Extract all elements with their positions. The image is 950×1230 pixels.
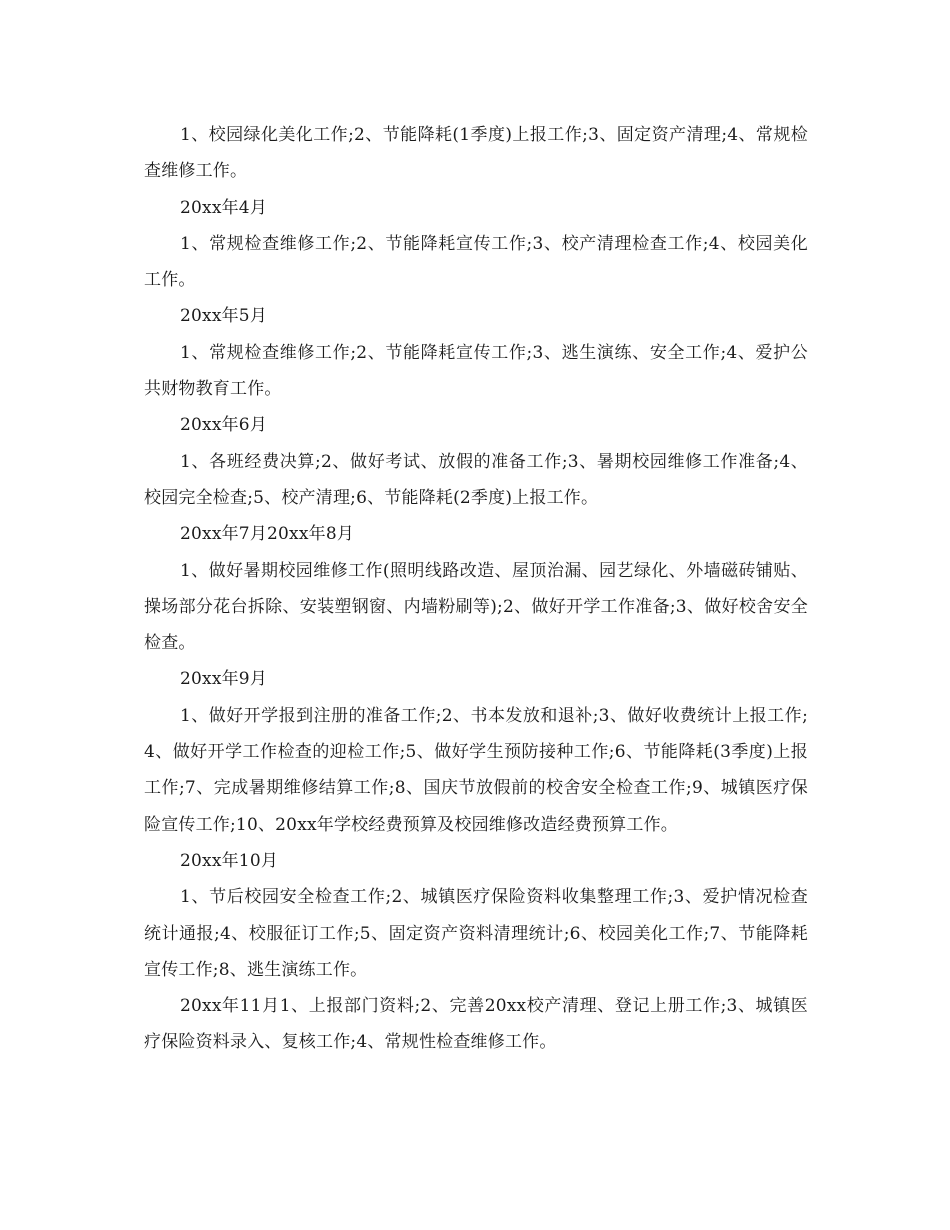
- paragraph-march-tasks: 1、校园绿化美化工作;2、节能降耗(1季度)上报工作;3、固定资产清理;4、常规检查维修工作。: [144, 125, 808, 182]
- paragraph-november-tasks: 20xx年11月1、上报部门资料;2、完善20xx校产清理、登记上册工作;3、城镇医疗保险资料录入、复核工作;4、常规性检查维修工作。: [144, 996, 808, 1053]
- heading-july-august: 20xx年7月20xx年8月: [180, 524, 355, 545]
- heading-april: 20xx年4月: [180, 197, 268, 218]
- paragraph-july-august-tasks: 1、做好暑期校园维修工作(照明线路改造、屋顶治漏、园艺绿化、外墙磁砖铺贴、操场部分花台拆除、安装塑钢窗、内墙粉刷等);2、做好开学工作准备;3、做好校舍安全检查。: [144, 560, 808, 654]
- paragraph-september-tasks: 1、做好开学报到注册的准备工作;2、书本发放和退补;3、做好收费统计上报工作;4、做好开学工作检查的迎检工作;5、做好学生预防接种工作;6、节能降耗(3季度)上报工作;7、完成暑期维修结算工作;8、国庆节放假前的校舍安全检查工作;9、城镇医疗保险宣传工作;10、20xx年学校经费预算及校园维修改造经费预算工作。: [144, 705, 808, 835]
- paragraph-june-tasks: 1、各班经费决算;2、做好考试、放假的准备工作;3、暑期校园维修工作准备;4、校园完全检查;5、校产清理;6、节能降耗(2季度)上报工作。: [144, 451, 808, 508]
- heading-october: 20xx年10月: [180, 850, 279, 871]
- paragraph-october-tasks: 1、节后校园安全检查工作;2、城镇医疗保险资料收集整理工作;3、爱护情况检查统计通报;4、校服征订工作;5、固定资产资料清理统计;6、校园美化工作;7、节能降耗宣传工作;8、逃生演练工作。: [144, 887, 808, 980]
- paragraph-april-tasks: 1、常规检查维修工作;2、节能降耗宣传工作;3、校产清理检查工作;4、校园美化工作。: [144, 233, 808, 291]
- paragraph-may-tasks: 1、常规检查维修工作;2、节能降耗宣传工作;3、逃生演练、安全工作;4、爱护公共财物教育工作。: [144, 342, 808, 400]
- document-body: [144, 117, 808, 1061]
- heading-june: 20xx年6月: [180, 415, 268, 436]
- heading-may: 20xx年5月: [180, 306, 268, 327]
- heading-september: 20xx年9月: [180, 669, 268, 690]
